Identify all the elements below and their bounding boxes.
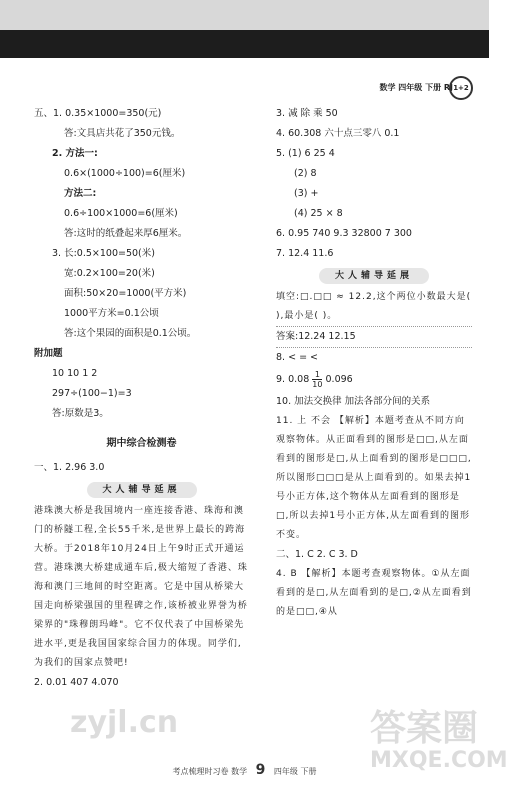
answer-line: 一、1. 2.96 3.0 [34, 462, 105, 473]
left-column [34, 104, 249, 693]
answer-line: 6. 0.95 740 9.3 32800 7 300 [276, 228, 412, 239]
right-column [276, 104, 472, 622]
tutor-banner: 大人辅导延展 [319, 268, 429, 284]
section-heading: 附加题 [34, 348, 63, 359]
footer-right: 四年级 下册 [273, 767, 317, 776]
story-paragraph: 港珠澳大桥是我国境内一座连接香港、珠海和澳门的桥隧工程,全长55千米,是世界上最长的跨海大桥。于2018年10月24日上午9时正式开通运营。港珠澳大桥建成通车后,极大缩短了香港、珠海和澳门三地间的时空距离。它是中国从桥梁大国走向桥梁强国的里程碑之作,该桥被业界誉为桥梁界的"珠穆朗玛峰"。它不仅代表了中国桥梁先进水平,更是我国国家综合国力的体现。同学们,为我们的国家点赞吧! [34, 506, 248, 668]
answer-line: 答:这时的纸叠起来厚6厘米。 [64, 228, 188, 239]
answer-line: 4. 60.308 六十点三零八 0.1 [276, 128, 400, 139]
answer-line: 0.6×(1000÷100)=6(厘米) [64, 168, 186, 179]
answer-line: 答:原数是3。 [52, 408, 109, 419]
watermark: zyjl.cn [70, 705, 179, 740]
analysis-paragraph: 4. B 【解析】本题考查观察物体。①从左面看到的是□,从左面看到的是□,②从左面看到的是□□,④从 [276, 569, 472, 617]
answer-line: 297÷(100−1)=3 [52, 388, 132, 399]
page-edge [0, 0, 489, 30]
answer-line: 5. (1) 6 25 4 [276, 148, 335, 159]
answer-line: 8. < = < [276, 352, 319, 363]
fraction-denominator: 10 [312, 380, 323, 389]
answer-line: 答:文具店共花了350元钱。 [64, 128, 181, 139]
page-header: 数学 四年级 下册 RJ [379, 83, 453, 92]
answer-line: (3) + [294, 188, 319, 199]
tutor-banner: 大人辅导延展 [87, 482, 197, 498]
answer-line: 0.6÷100×1000=6(厘米) [64, 208, 178, 219]
answer-line: 五、1. 0.35×1000=350(元) [34, 108, 162, 119]
tutor-answer: 答案:12.24 12.15 [276, 327, 472, 348]
answer-line: 3. 减 除 乘 50 [276, 108, 338, 119]
answer-line: 3. 长:0.5×100=50(米) [52, 248, 155, 259]
top-bar [0, 30, 489, 58]
answer-line: 1000平方米=0.1公顷 [64, 308, 159, 319]
answer-text: 0.096 [325, 374, 353, 385]
fraction-numerator: 1 [312, 370, 322, 380]
answer-line: 2. 0.01 407 4.070 [34, 677, 119, 688]
badge-icon: 1+2 [449, 76, 473, 100]
answer-line: 宽:0.2×100=20(米) [64, 268, 155, 279]
answer-line-9 [276, 368, 472, 392]
watermark: MXQE.COM [370, 748, 508, 773]
answer-line: (4) 25 × 8 [294, 208, 343, 219]
answer-line: 10 10 1 2 [52, 368, 98, 379]
answer-line: 7. 12.4 11.6 [276, 248, 334, 259]
answer-line: (2) 8 [294, 168, 317, 179]
analysis-paragraph: 11. 上 不会 【解析】本题考查从不同方向观察物体。从正面看到的图形是□□,从左面看到的图形是□,从上面看到的图形是□□□,所以图形□□□是从上面看到的。如果去掉1号小正方体,这个物体从左面看到的图形是□,所以去掉1号小正方体,从左面看到的图形不变。 [276, 416, 472, 540]
answer-line: 二、1. C 2. C 3. D [276, 549, 358, 560]
answer-line: 10. 加法交换律 加法各部分间的关系 [276, 396, 431, 407]
fraction [312, 370, 322, 389]
answer-text: 9. 0.08 [276, 374, 310, 385]
footer-left: 考点梳理时习卷 数学 [172, 767, 248, 776]
page-number: 9 [255, 762, 266, 778]
answer-line: 2. 方法一: [52, 148, 98, 159]
answer-line: 方法二: [64, 188, 97, 199]
answer-line: 答:这个果园的面积是0.1公顷。 [64, 328, 197, 339]
tutor-question: 填空:□.□□ ≈ 12.2,这个两位小数最大是( ),最小是( )。 [276, 288, 472, 327]
section-title: 期中综合检测卷 [106, 438, 177, 449]
answer-line: 面积:50×20=1000(平方米) [64, 288, 187, 299]
watermark: 答案圈 [370, 708, 479, 749]
